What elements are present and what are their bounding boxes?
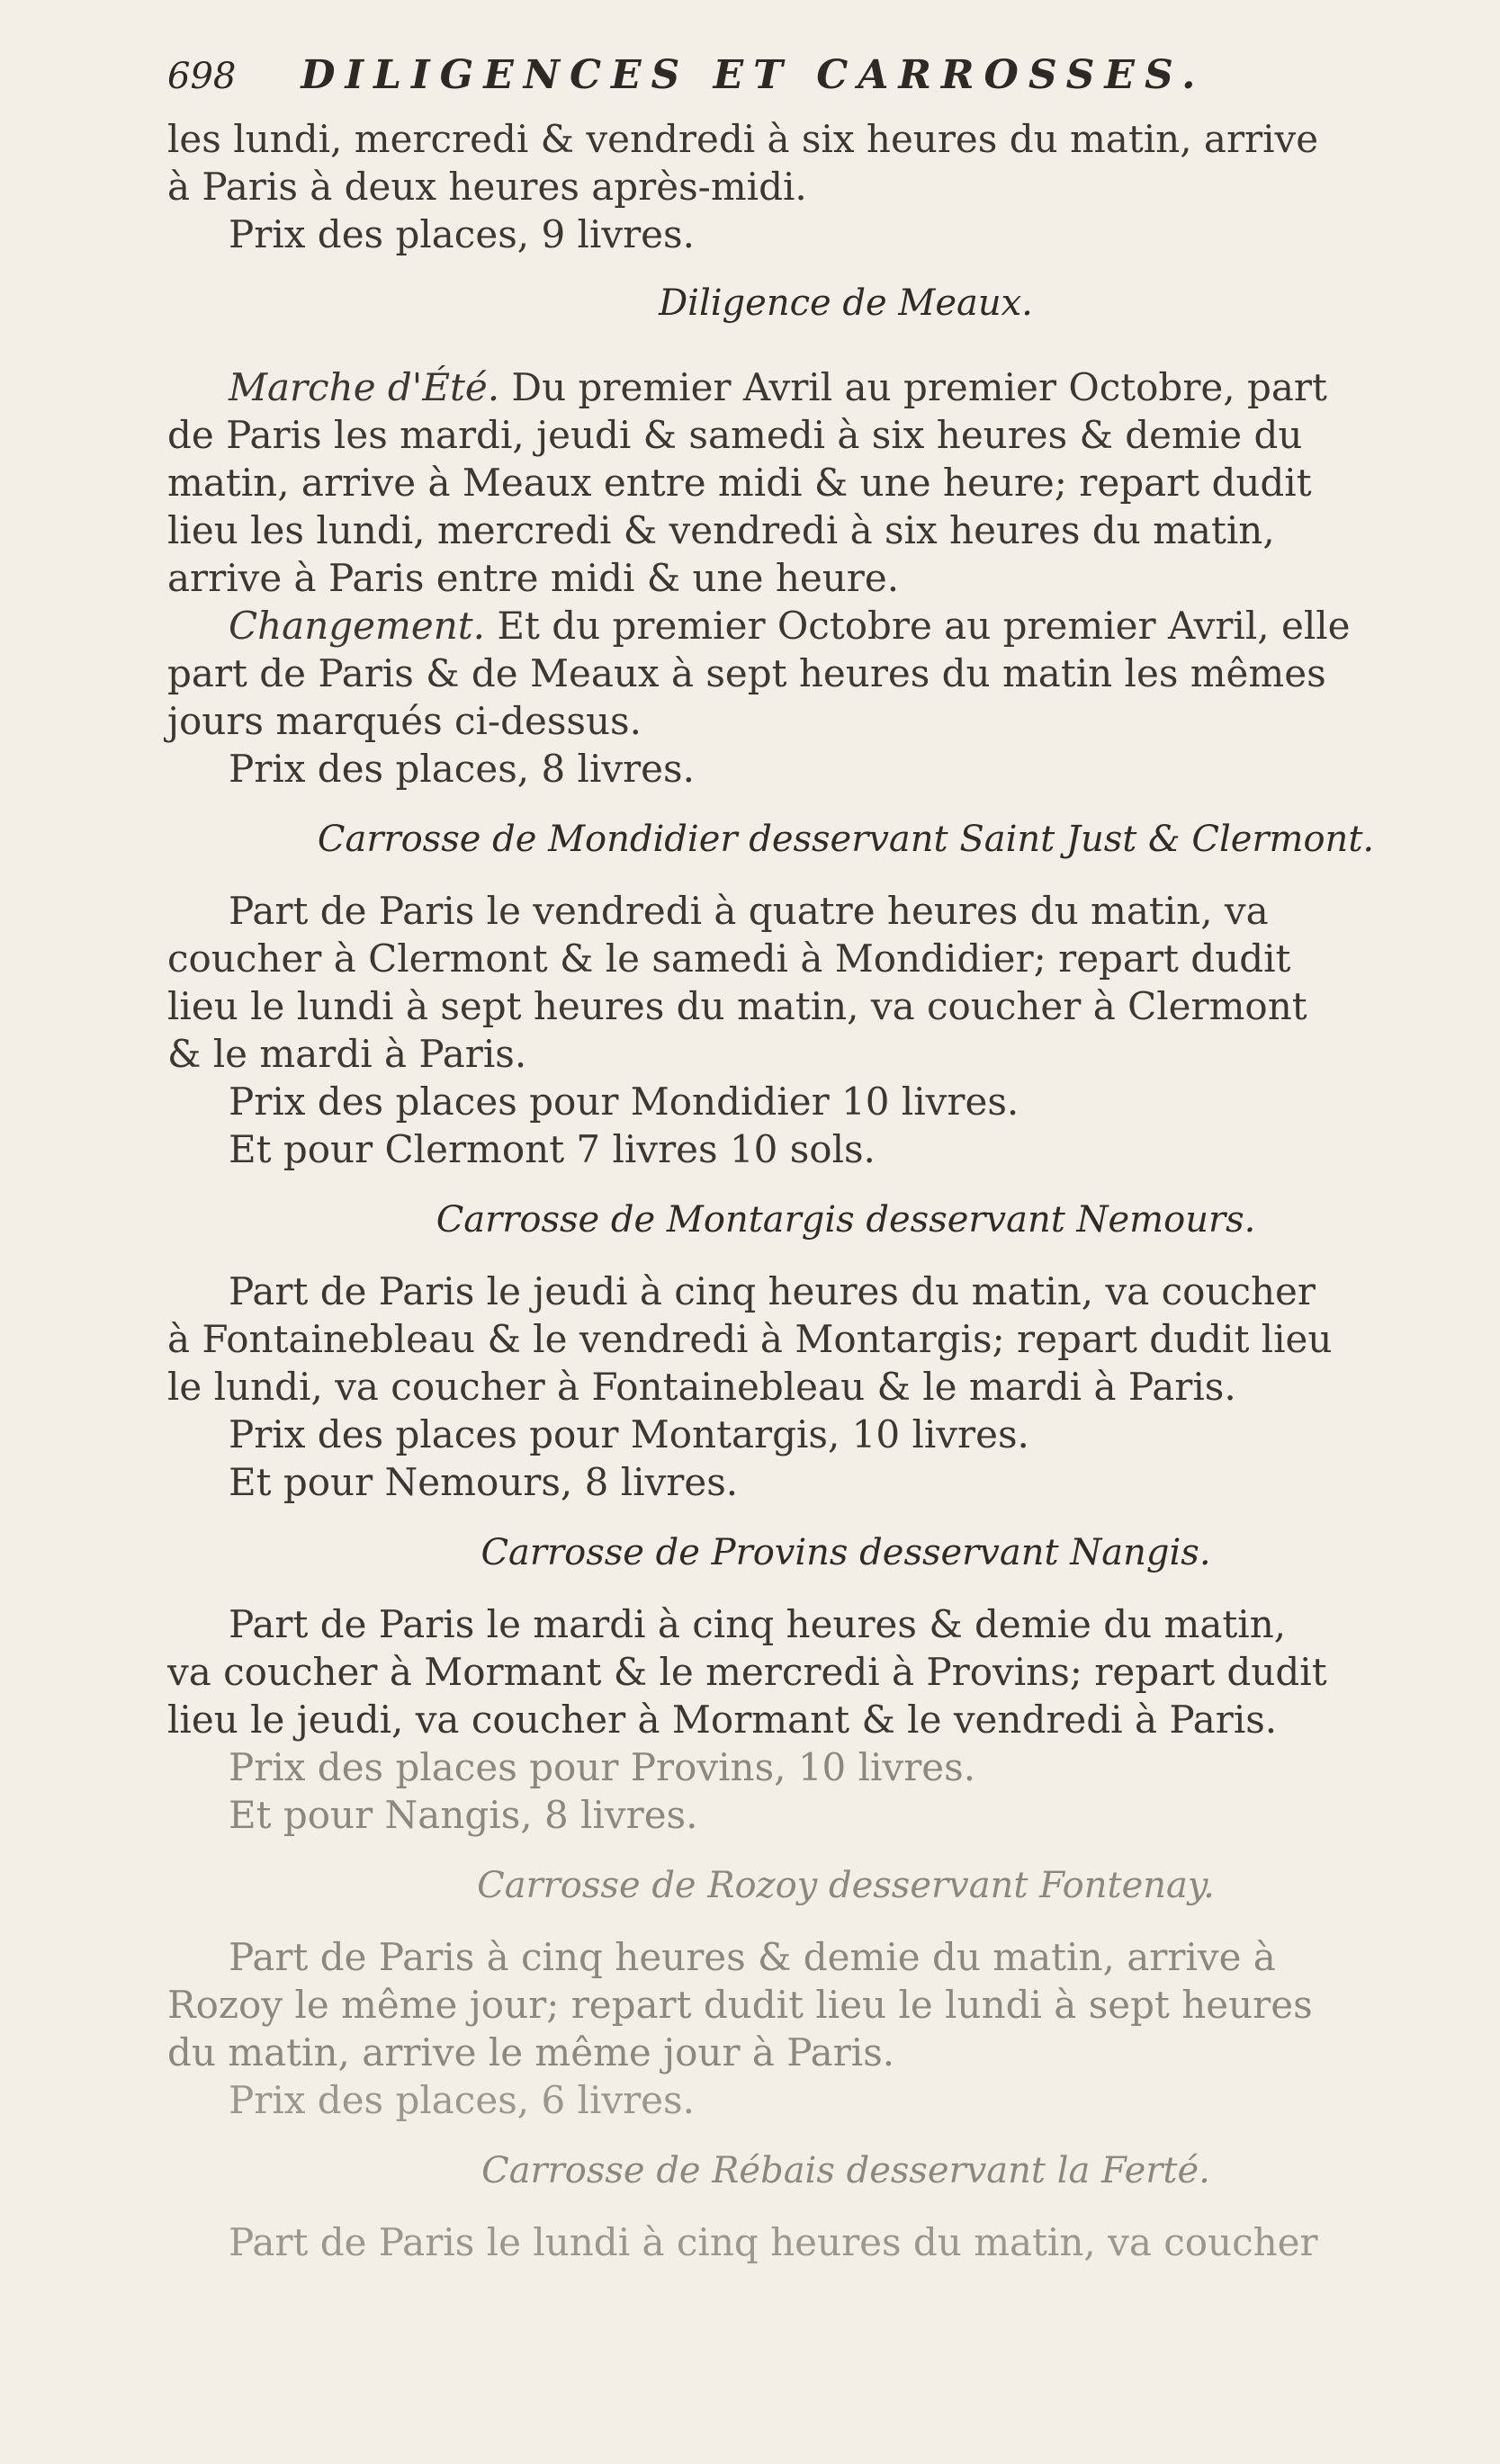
text-line: arrive à Paris entre midi & une heure. bbox=[167, 556, 900, 600]
text-line bbox=[167, 363, 1470, 411]
line-text: Du premier Avril au premier Octobre, part bbox=[499, 365, 1327, 409]
page-number: 698 bbox=[167, 56, 237, 97]
section-title: Carrosse de Provins desservant Nangis. bbox=[481, 1532, 1211, 1573]
section-title: Diligence de Meaux. bbox=[659, 282, 1033, 324]
text-line: Prix des places, 6 livres. bbox=[229, 2078, 695, 2122]
text-line: Prix des places, 9 livres. bbox=[229, 212, 695, 256]
line-lead: Marche d'Été. bbox=[229, 365, 500, 409]
section-title: Carrosse de Rébais desservant la Ferté. bbox=[481, 2150, 1210, 2191]
text-line: Et pour Clermont 7 livres 10 sols. bbox=[229, 1127, 876, 1171]
text-line: Part de Paris le mardi à cinq heures & demie du matin, bbox=[229, 1602, 1287, 1646]
text-line: Prix des places pour Mondidier 10 livres. bbox=[229, 1080, 1019, 1124]
text-line: part de Paris & de Meaux à sept heures du matin les mêmes bbox=[167, 651, 1326, 695]
text-line: à Fontainebleau & le vendredi à Montargis; repart dudit lieu bbox=[167, 1317, 1333, 1361]
text-line: du matin, arrive le même jour à Paris. bbox=[167, 2030, 895, 2074]
page-body bbox=[167, 115, 1470, 2266]
running-title: DILIGENCES ET CARROSSES. bbox=[301, 52, 1206, 98]
text-line: les lundi, mercredi & vendredi à six heures du matin, arrive bbox=[167, 117, 1319, 161]
text-line: Et pour Nemours, 8 livres. bbox=[229, 1460, 739, 1504]
text-line: va coucher à Mormant & le mercredi à Provins; repart dudit bbox=[167, 1650, 1327, 1694]
text-line: jours marqués ci-dessus. bbox=[167, 699, 642, 743]
section-title: Carrosse de Rozoy desservant Fontenay. bbox=[477, 1865, 1215, 1906]
text-line: lieu les lundi, mercredi & vendredi à six heures du matin, bbox=[167, 508, 1275, 552]
text-line: Part de Paris à cinq heures & demie du matin, arrive à bbox=[229, 1935, 1276, 1979]
text-line: Prix des places pour Montargis, 10 livres. bbox=[229, 1412, 1029, 1456]
text-line: coucher à Clermont & le samedi à Mondidier; repart dudit bbox=[167, 936, 1291, 981]
text-line: Part de Paris le lundi à cinq heures du matin, va coucher bbox=[229, 2220, 1318, 2264]
text-line: lieu le lundi à sept heures du matin, va coucher à Clermont bbox=[167, 984, 1307, 1028]
line-lead: Changement. bbox=[229, 604, 485, 648]
text-line: à Paris à deux heures après-midi. bbox=[167, 165, 807, 209]
section-title: Carrosse de Mondidier desservant Saint Just & Clermont. bbox=[317, 819, 1375, 860]
text-line: Prix des places pour Provins, 10 livres. bbox=[229, 1745, 976, 1789]
page-header bbox=[167, 52, 1301, 124]
text-line bbox=[167, 602, 1470, 650]
text-line: matin, arrive à Meaux entre midi & une heure; repart dudit bbox=[167, 461, 1312, 505]
text-line: & le mardi à Paris. bbox=[167, 1032, 527, 1076]
text-line: Prix des places, 8 livres. bbox=[229, 747, 695, 791]
section-title: Carrosse de Montargis desservant Nemours. bbox=[436, 1199, 1256, 1241]
text-line: Part de Paris le vendredi à quatre heures du matin, va bbox=[229, 889, 1269, 933]
text-line: Rozoy le même jour; repart dudit lieu le lundi à sept heures bbox=[167, 1983, 1313, 2027]
text-line: Part de Paris le jeudi à cinq heures du matin, va coucher bbox=[229, 1269, 1316, 1313]
text-line: lieu le jeudi, va coucher à Mormant & le vendredi à Paris. bbox=[167, 1698, 1278, 1742]
line-text: Et du premier Octobre au premier Avril, elle bbox=[484, 604, 1351, 648]
text-line: Et pour Nangis, 8 livres. bbox=[229, 1793, 698, 1837]
text-line: le lundi, va coucher à Fontainebleau & le mardi à Paris. bbox=[167, 1365, 1236, 1409]
text-line: de Paris les mardi, jeudi & samedi à six heures & demie du bbox=[167, 413, 1303, 457]
